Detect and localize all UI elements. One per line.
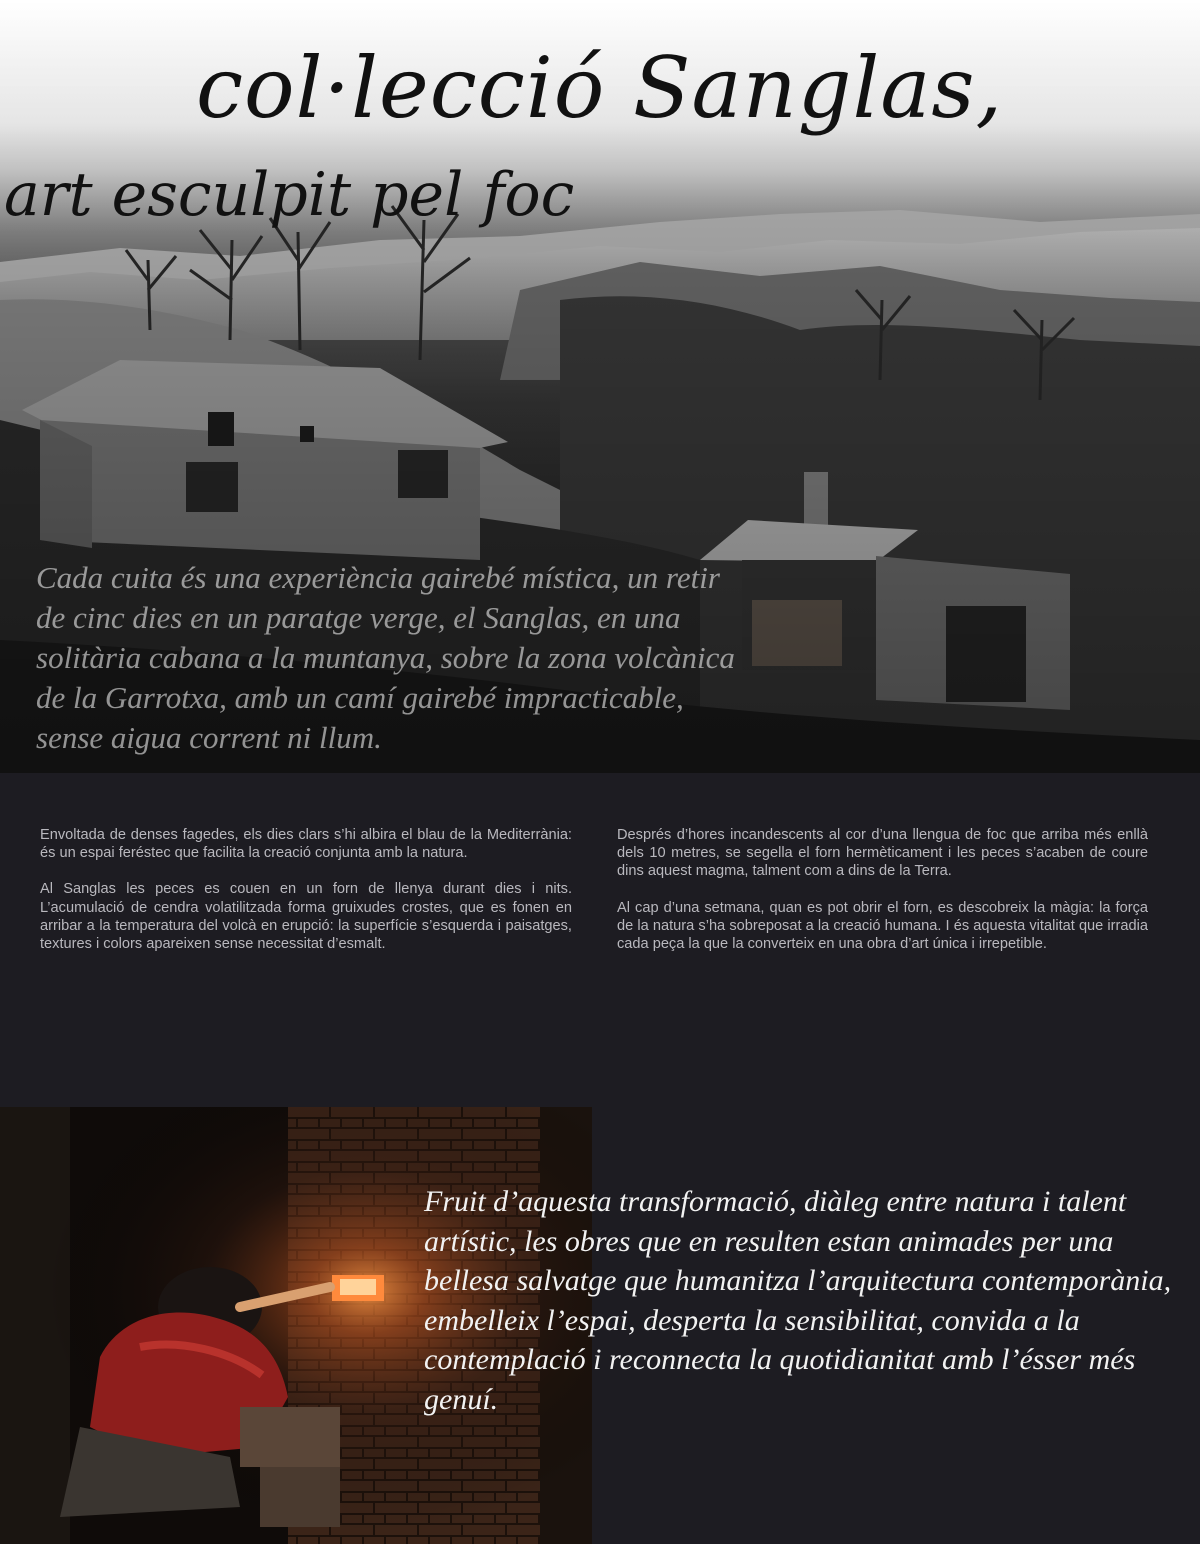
hero-quote: Cada cuita és una experiència gairebé mística, un retir de cinc dies en un paratge verge, el Sanglas, en una solitària cabana a la muntanya, sobre la zona volcànica de la Garrotxa, amb un camí gairebé impracticable, sense aigua corrent ni llum. <box>36 560 735 755</box>
right-paragraph-1: Després d’hores incandescents al cor d’una llengua de foc que arriba més enllà dels 10 metres, se segella el forn hermèticament i les peces s’acaben de coure dins aquest magma, talment com a dins de la Terra. <box>617 827 1148 880</box>
title-line-2: art esculpit pel foc <box>4 160 575 230</box>
right-column <box>617 826 1148 971</box>
right-paragraph-2: Al cap d’una setmana, quan es pot obrir el forn, es descobreix la màgia: la força de la natura s’ha sobreposat a la creació humana. I és aquesta vitalitat que irradia cada peça la que la converteix en una obra d’art única i irrepetible. <box>617 899 1148 953</box>
bottom-quote: Fruit d’aquesta transformació, diàleg entre natura i talent artístic, les obres que en resulten estan animades per una bellesa salvatge que humanitza l’arquitectura contemporània, embelleix l’espai, desperta la sensibilitat, convida a la contemplació i reconnecta la quotidianitat amb l’ésser més genuí. <box>424 1185 1172 1416</box>
left-paragraph-1: Envoltada de denses fagedes, els dies clars s’hi albira el blau de la Mediterrània: és un espai feréstec que facilita la creació conjunta amb la natura. <box>40 827 572 862</box>
title-line-1: col·lecció Sanglas, <box>196 39 1004 137</box>
bottom-section <box>0 1107 1200 1544</box>
left-paragraph-2: Al Sanglas les peces es couen en un forn de llenya durant dies i nits. L’acumulació de cendra volatilitzada forma gruixudes crostes, que es fonen en arribar a la temperatura del volcà en erupció: la superfície s’esquerda i paisatges, textures i colors apareixen sense necessitat d’esmalt. <box>40 881 572 953</box>
text-columns <box>0 773 1200 1107</box>
left-column <box>40 826 572 971</box>
stone-block <box>240 1407 340 1467</box>
